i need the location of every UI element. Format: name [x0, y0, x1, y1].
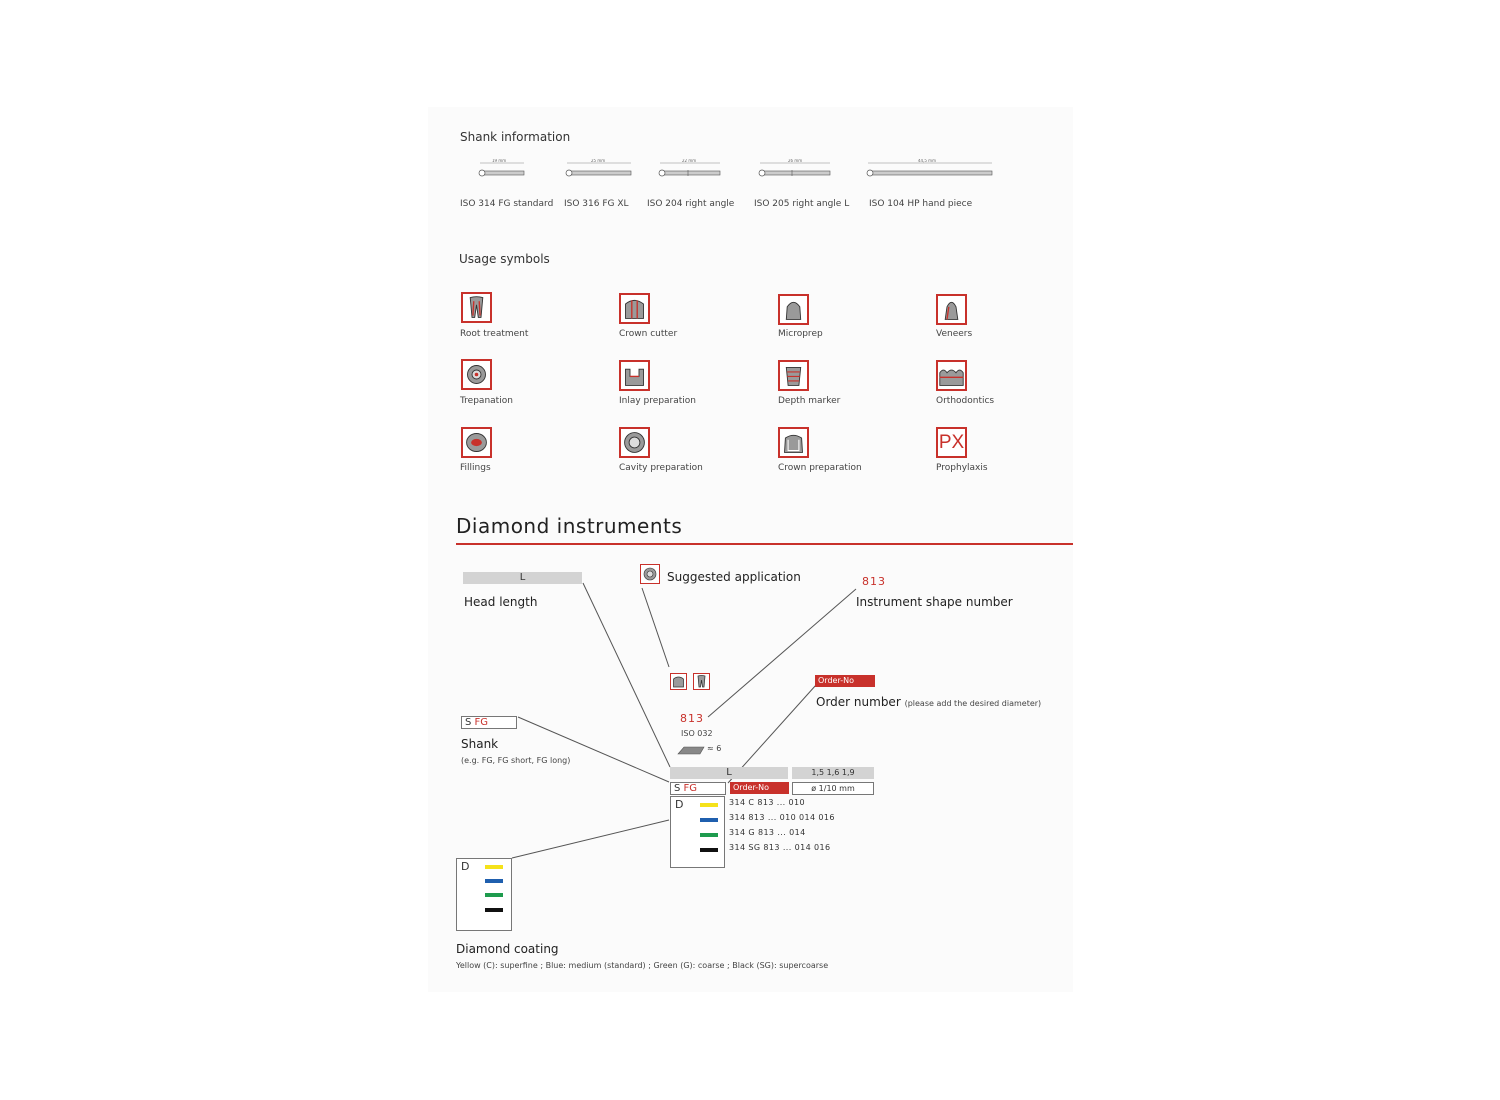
table-row-text: 314 813 ... 010 014 016: [729, 813, 835, 822]
usage-label-crown-preparation: Crown preparation: [778, 463, 862, 473]
coating-swatch-black: [485, 908, 503, 912]
suggested-application-icon: [640, 564, 660, 584]
table-coating-column: [670, 796, 725, 868]
head-length-bar: L: [463, 572, 582, 584]
shank-iso104-icon: [866, 159, 996, 181]
crown-preparation-icon: [778, 427, 809, 458]
usage-label-depth-marker: Depth marker: [778, 396, 841, 406]
shank-section-title: Shank information: [460, 130, 571, 144]
fillings-icon: [461, 427, 492, 458]
shank-dim-text: 44,5 mm: [918, 159, 936, 163]
prophylaxis-glyph: PX: [938, 432, 965, 453]
shank-callout-box: [461, 716, 517, 729]
iso-number: ISO 032: [681, 729, 713, 738]
shank-s-text: S: [465, 717, 472, 728]
root-treatment-small-icon: [693, 673, 710, 690]
table-row-text: 314 G 813 ... 014: [729, 828, 806, 837]
order-number-note: (please add the desired diameter): [904, 699, 1042, 708]
table-swatch-black: [700, 848, 718, 852]
diamond-section-title: Diamond instruments: [456, 514, 683, 538]
shank-label-iso314: ISO 314 FG standard: [460, 199, 554, 209]
shank-iso316-icon: [565, 159, 635, 181]
usage-label-crown-cutter: Crown cutter: [619, 329, 678, 339]
table-diameter-unit: ø 1/10 mm: [792, 782, 874, 795]
suggested-application-label: Suggested application: [667, 570, 801, 584]
table-swatch-yellow: [700, 803, 718, 807]
table-row-text: 314 C 813 ... 010: [729, 798, 805, 807]
table-l-header: L: [670, 767, 788, 779]
crown-cutter-small-icon: [670, 673, 687, 690]
table-diameter-headers: 1,5 1,6 1,9: [792, 767, 874, 779]
veneers-icon: [936, 294, 967, 325]
title-rule: [456, 543, 1073, 545]
shank-iso314-icon: [478, 159, 526, 181]
table-shank-fg: FG: [683, 783, 698, 794]
usage-label-inlay-preparation: Inlay preparation: [619, 396, 696, 406]
usage-label-cavity-preparation: Cavity preparation: [619, 463, 703, 473]
table-shank-box: [670, 782, 726, 795]
inlay-preparation-icon: [619, 360, 650, 391]
usage-label-root-treatment: Root treatment: [460, 329, 529, 339]
catalog-page: [428, 107, 1073, 992]
coating-swatch-yellow: [485, 865, 503, 869]
usage-section-title: Usage symbols: [459, 252, 550, 266]
table-shank-s: S: [674, 783, 681, 794]
callout-lines: [428, 107, 1073, 992]
coating-swatch-blue: [485, 879, 503, 883]
head-length-value: ≈ 6: [707, 744, 722, 753]
shank-note: (e.g. FG, FG short, FG long): [461, 756, 571, 765]
shank-iso205-icon: [758, 159, 834, 181]
table-coating-letter: D: [675, 798, 684, 811]
shank-label-iso104: ISO 104 HP hand piece: [869, 199, 973, 209]
shank-label-iso316: ISO 316 FG XL: [564, 199, 629, 209]
usage-label-trepanation: Trepanation: [460, 396, 513, 406]
order-number-text: Order number: [816, 695, 901, 709]
diamond-coating-label: Diamond coating: [456, 942, 559, 956]
trepanation-icon: [461, 359, 492, 390]
coating-swatch-green: [485, 893, 503, 897]
crown-cutter-icon: [619, 293, 650, 324]
shank-dim-text: 19 mm: [492, 159, 507, 163]
shank-dim-text: 26 mm: [788, 159, 803, 163]
shank-iso204-icon: [658, 159, 724, 181]
usage-label-orthodontics: Orthodontics: [936, 396, 995, 406]
root-treatment-icon: [461, 292, 492, 323]
diamond-coating-note: Yellow (C): superfine ; Blue: medium (standard) ; Green (G): coarse ; Black (SG): supercoarse: [456, 961, 829, 970]
table-order-no-tag: Order-No: [730, 782, 789, 794]
usage-label-prophylaxis: Prophylaxis: [936, 463, 988, 473]
order-no-tag: Order-No: [815, 675, 875, 687]
shank-label: Shank: [461, 737, 499, 751]
usage-label-microprep: Microprep: [778, 329, 823, 339]
shank-dim-text: 25 mm: [591, 159, 606, 163]
shape-number-label: Instrument shape number: [856, 595, 1013, 609]
table-row-text: 314 SG 813 ... 014 016: [729, 843, 831, 852]
usage-label-veneers: Veneers: [936, 329, 973, 339]
coating-legend-box: [456, 858, 512, 931]
shank-label-iso204: ISO 204 right angle: [647, 199, 735, 209]
shank-dim-text: 22 mm: [682, 159, 697, 163]
shape-number-callout: 813: [862, 575, 886, 588]
table-swatch-blue: [700, 818, 718, 822]
shank-label-iso205: ISO 205 right angle L: [754, 199, 850, 209]
table-swatch-green: [700, 833, 718, 837]
microprep-icon: [778, 294, 809, 325]
diamond-head-icon: [676, 744, 706, 758]
cavity-preparation-icon: [619, 427, 650, 458]
usage-label-fillings: Fillings: [460, 463, 491, 473]
prophylaxis-icon: [936, 427, 967, 458]
shank-fg-text: FG: [474, 717, 489, 728]
orthodontics-icon: [936, 360, 967, 391]
depth-marker-icon: [778, 360, 809, 391]
head-length-label: Head length: [464, 595, 538, 609]
shape-number: 813: [680, 712, 704, 725]
order-number-label: [816, 695, 1041, 709]
coating-legend-letter: D: [461, 860, 470, 873]
